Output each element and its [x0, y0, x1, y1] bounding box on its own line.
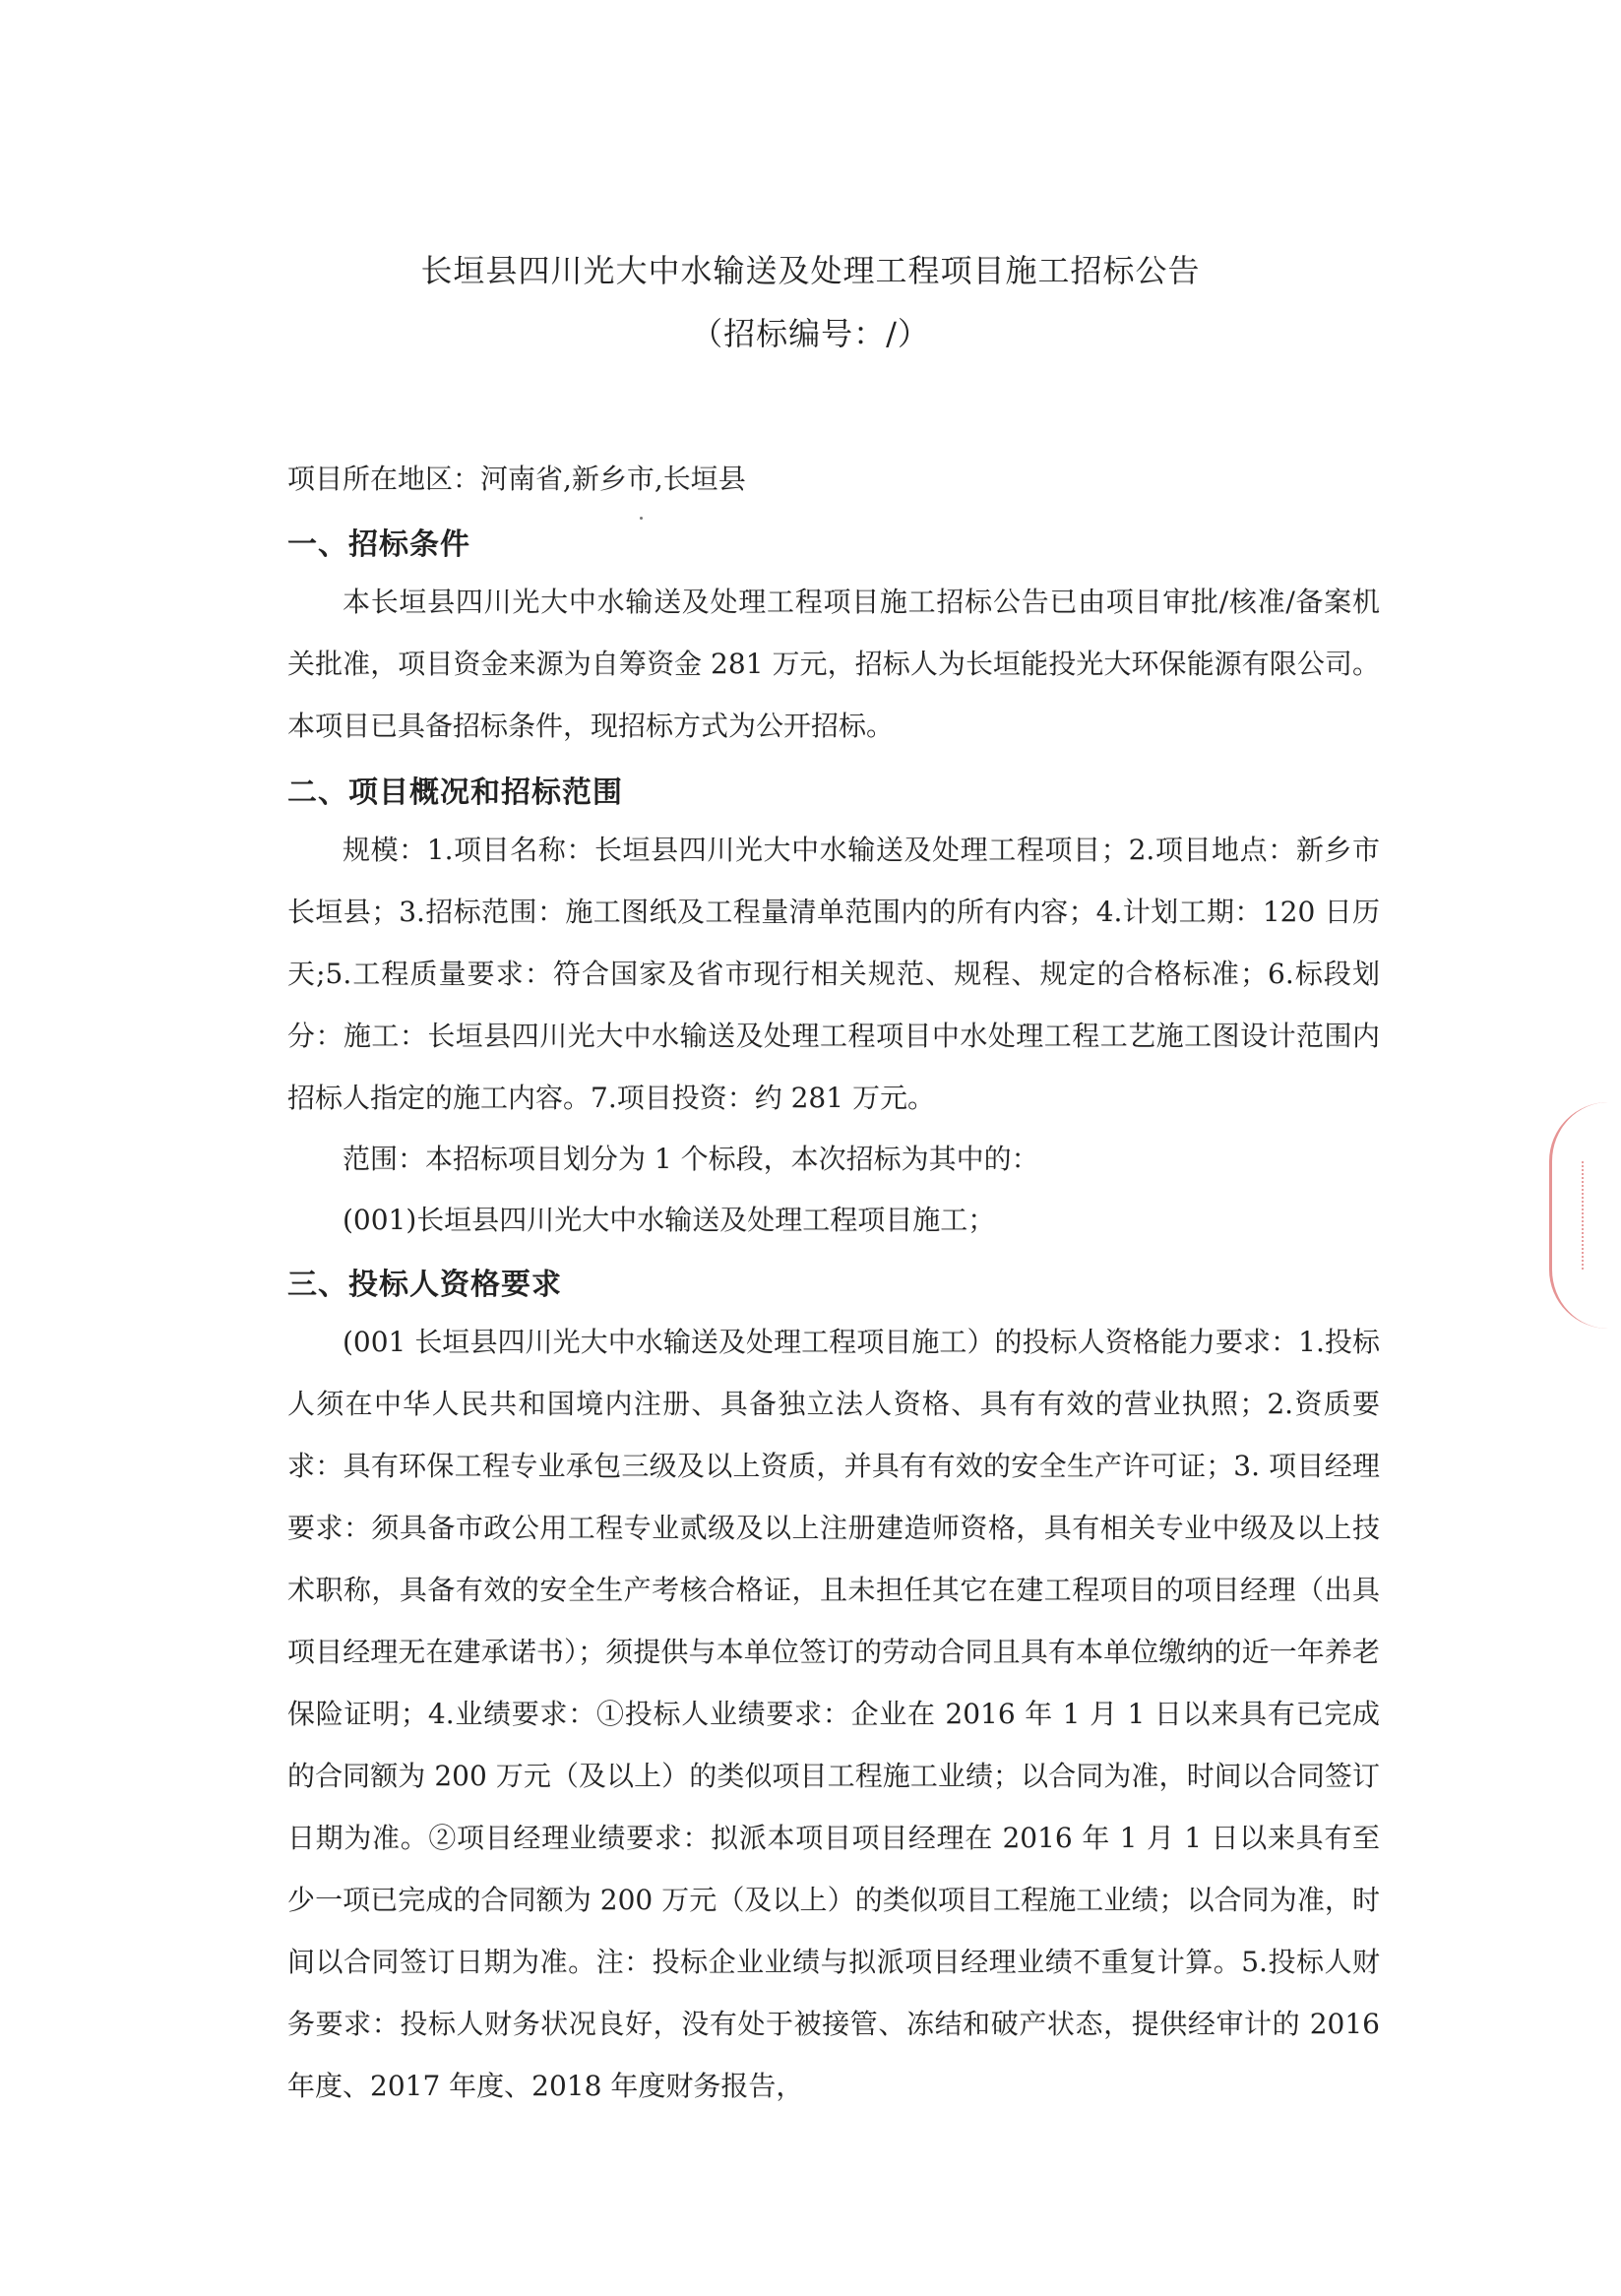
partial-red-seal	[1549, 1102, 1621, 1329]
document-subtitle: （招标编号：/）	[691, 315, 930, 352]
bidding-conditions-paragraph: 本长垣县四川光大中水输送及处理工程项目施工招标公告已由项目审批/核准/备案机关批准，项目资金来源为自筹资金 281 万元，招标人为长垣能投光大环保能源有限公司。本项目已具备招标条件，现招标方式为公开招标。	[287, 586, 1380, 742]
bidder-qualifications-paragraph: (001 长垣县四川光大中水输送及处理工程项目施工）的投标人资格能力要求：1.投标人须在中华人民共和国境内注册、具备独立法人资格、具有有效的营业执照；2.资质要求：具有环保工程专业承包三级及以上资质，并具有有效的安全生产许可证；3. 项目经理要求：须具备市政公用工程专业贰级及以上注册建造师资格，具有相关专业中级及以上技术职称，具备有效的安全生产考核合格证，且未担任其它在建工程项目的项目经理（出具项目经理无在建承诺书）；须提供与本单位签订的劳动合同且具有本单位缴纳的近一年养老保险证明；4.业绩要求：①投标人业绩要求：企业在 2016 年 1 月 1 日以来具有已完成的合同额为 200 万元（及以上）的类似项目工程施工业绩；以合同为准，时间以合同签订日期为准。②项目经理业绩要求：拟派本项目项目经理在 2016 年 1 月 1 日以来具有至少一项已完成的合同额为 200 万元（及以上）的类似项目工程施工业绩；以合同为准，时间以合同签订日期为准。注：投标企业业绩与拟派项目经理业绩不重复计算。5.投标人财务要求：投标人财务状况良好，没有处于被接管、冻结和破产状态，提供经审计的 2016 年度、2017 年度、2018 年度财务报告，	[287, 1326, 1380, 2102]
project-scale-paragraph: 规模：1.项目名称：长垣县四川光大中水输送及处理工程项目；2.项目地点：新乡市长垣县；3.招标范围：施工图纸及工程量清单范围内的所有内容；4.计划工期：120 日历天;5.工程质量要求：符合国家及省市现行相关规范、规程、规定的合格标准；6.标段划分：施工：长垣县四川光大中水输送及处理工程项目中水处理工程工艺施工图设计范围内招标人指定的施工内容。7.项目投资：约 281 万元。	[287, 834, 1380, 1114]
project-scope-paragraph: 范围：本招标项目划分为 1 个标段，本次招标为其中的：	[343, 1143, 1039, 1175]
scan-speck	[640, 517, 643, 520]
section-heading-bidding-conditions: 一、招标条件	[287, 527, 470, 562]
section-heading-project-overview: 二、项目概况和招标范围	[287, 776, 623, 810]
document-title: 长垣县四川光大中水输送及处理工程项目施工招标公告	[420, 252, 1201, 289]
section-heading-bidder-qualifications: 三、投标人资格要求	[287, 1268, 562, 1302]
project-lot-paragraph: (001)长垣县四川光大中水输送及处理工程项目施工；	[343, 1204, 996, 1236]
project-region: 项目所在地区：河南省,新乡市,长垣县	[287, 463, 746, 495]
seal-inner-mark	[1582, 1161, 1621, 1270]
